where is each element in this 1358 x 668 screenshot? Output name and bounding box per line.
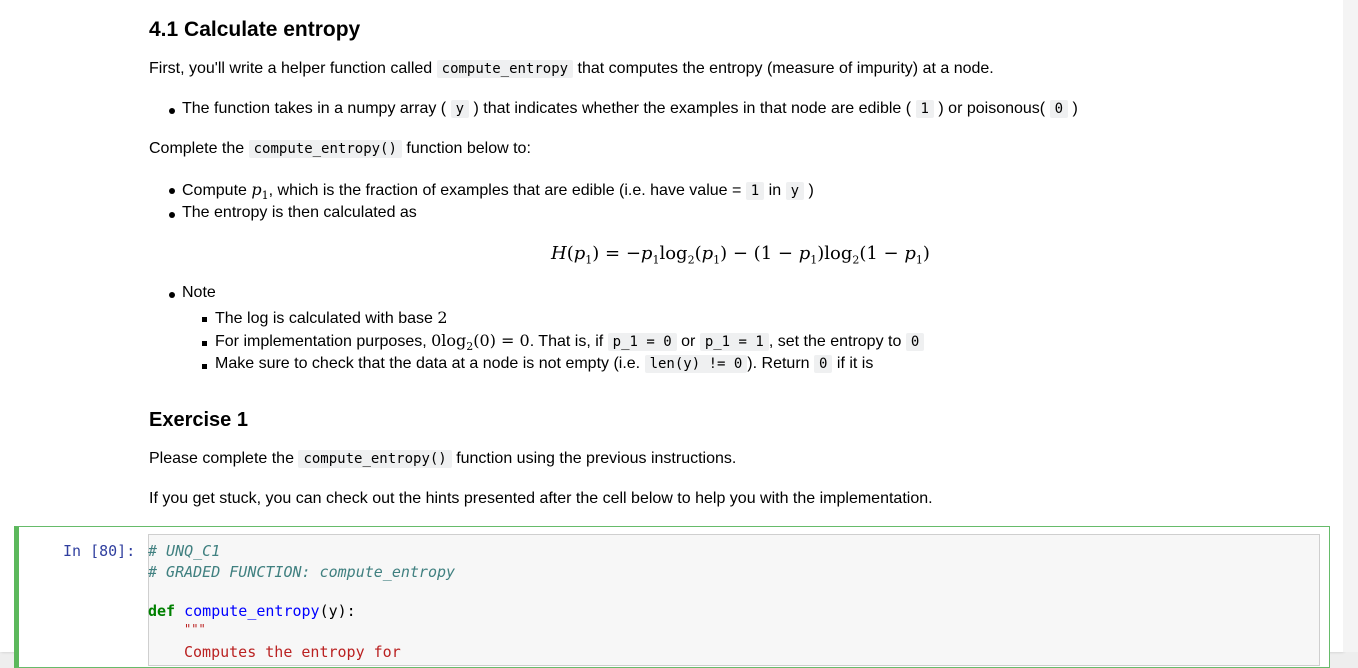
entropy-equation: $H(p_1) = -p_1\log_2(p_1) - (1 - p_1)\log_2(1 - p_1)$	[551, 243, 930, 267]
code-comment-graded: # GRADED FUNCTION: compute_entropy	[148, 563, 456, 581]
square-bullet	[202, 317, 207, 322]
square-bullet	[202, 364, 207, 369]
code-def-line: def compute_entropy(y):	[148, 602, 356, 620]
bullet-dot	[169, 108, 175, 114]
complete-paragraph: Complete the compute_entropy() function below to:	[149, 140, 531, 157]
inline-code: compute_entropy	[437, 60, 573, 78]
bullet-dot	[169, 292, 175, 298]
bullet-dot	[169, 212, 175, 218]
cell-prompt: In [80]:	[63, 542, 136, 560]
bullet-compute-p1: Compute $p_1$, which is the fraction of examples that are edible (i.e. have value = 1 in y )	[182, 180, 814, 203]
note-log-base: The log is calculated with base 2	[215, 308, 448, 327]
square-bullet	[202, 341, 207, 346]
exercise-title: Exercise 1	[149, 409, 248, 431]
section-title: 4.1 Calculate entropy	[149, 18, 361, 41]
bullet-numpy-array: The function takes in a numpy array ( y ) that indicates whether the examples in that node are edible ( 1 ) or poisonous( 0 )	[182, 100, 1078, 117]
code-docstring-open: """	[184, 622, 206, 636]
please-paragraph: Please complete the compute_entropy() function using the previous instructions.	[149, 450, 737, 467]
note-not-empty: Make sure to check that the data at a node is not empty (i.e. len(y) != 0 ). Return 0 if it is	[215, 355, 874, 372]
note-implementation: For implementation purposes, $0\log_2(0) = 0$. That is, if p_1 = 0 or p_1 = 1 , set the entropy to 0	[215, 331, 924, 353]
bullet-note: Note	[182, 284, 216, 301]
stuck-paragraph: If you get stuck, you can check out the hints presented after the cell below to help you with the implementation.	[149, 490, 933, 507]
intro-paragraph: First, you'll write a helper function called compute_entropy that computes the entropy (measure of impurity) at a node.	[149, 60, 994, 77]
page-scrollbar[interactable]	[1343, 0, 1358, 652]
code-docstring-text: Computes the entropy for	[184, 643, 401, 661]
bullet-entropy-calculated: The entropy is then calculated as	[182, 204, 417, 221]
bullet-dot	[169, 188, 175, 194]
code-comment-unq: # UNQ_C1	[148, 542, 221, 560]
